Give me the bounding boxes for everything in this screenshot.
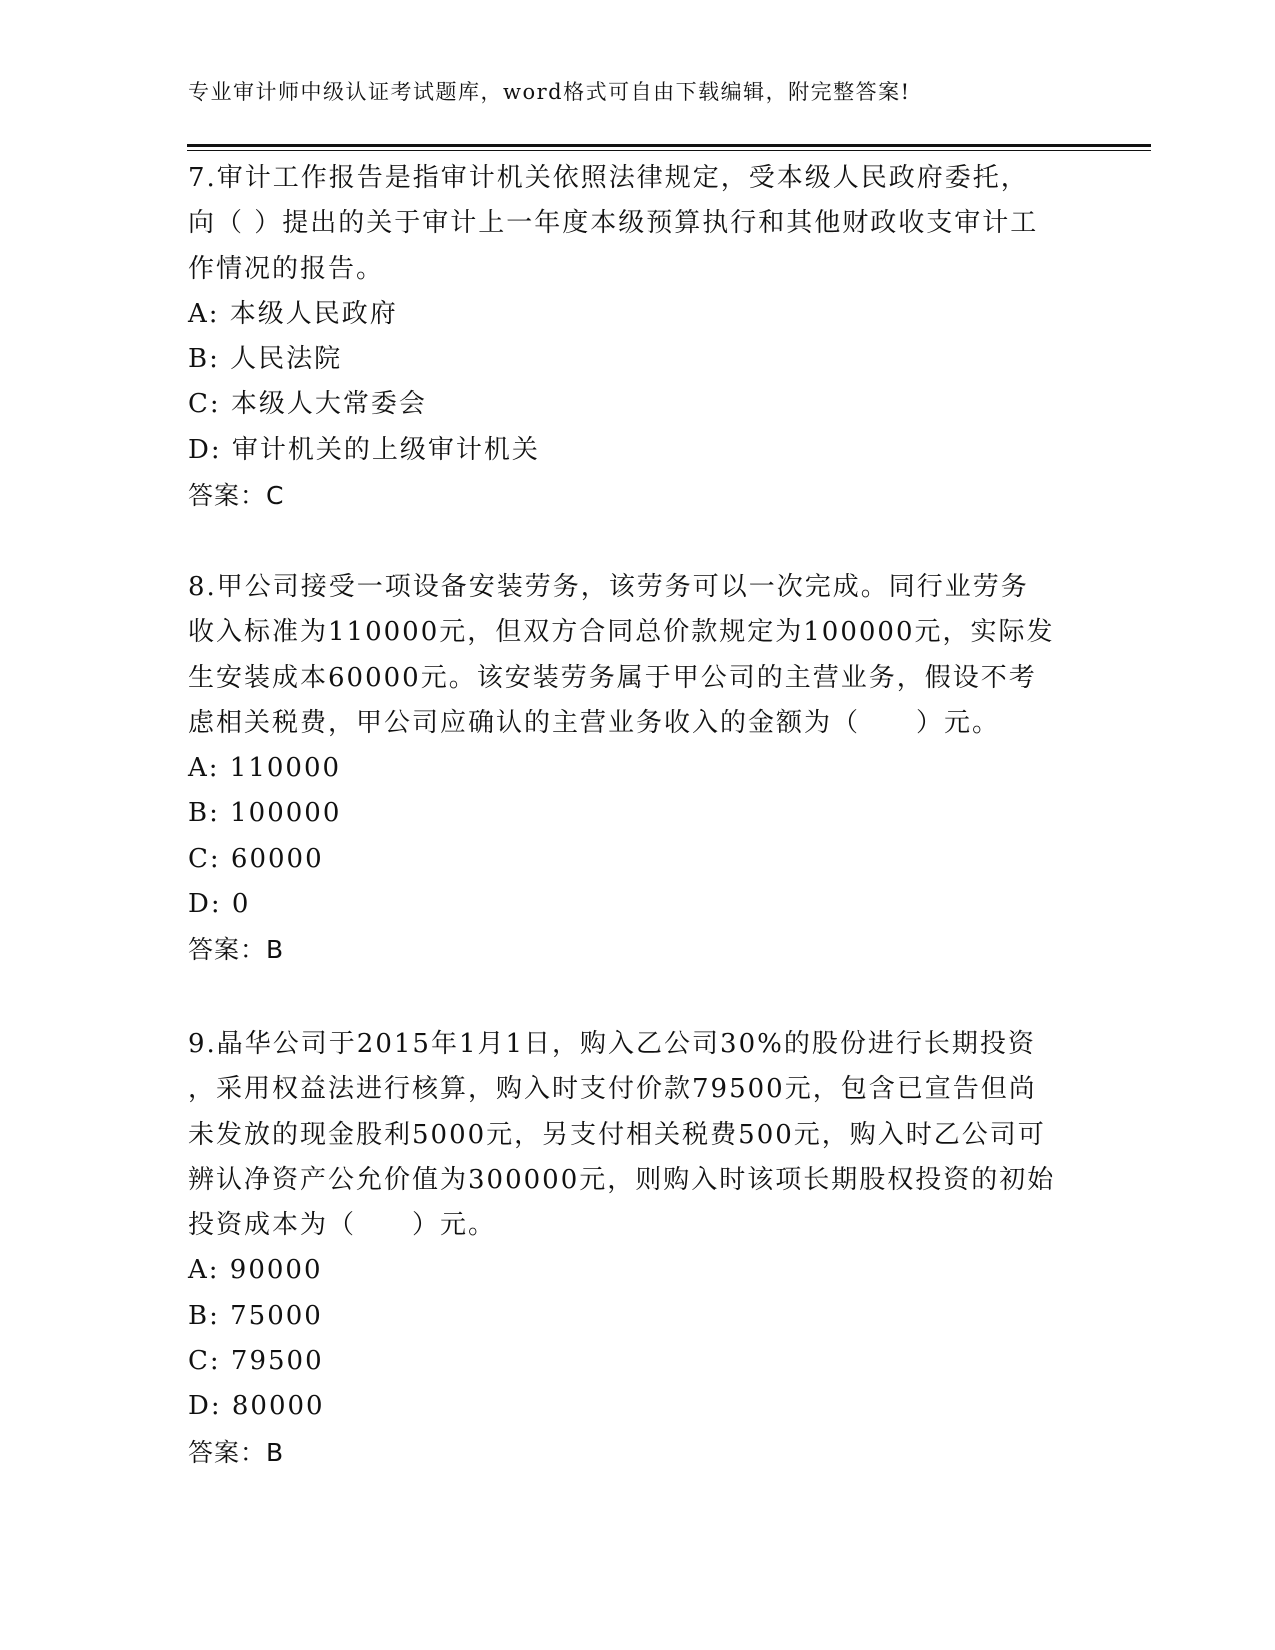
question-9-option-c: C: 79500 [188, 1346, 324, 1377]
question-8-option-d: D: 0 [188, 889, 251, 920]
question-9-line-3: 未发放的现金股利5000元，另支付相关税费500元，购入时乙公司可 [188, 1119, 1046, 1150]
question-8-line-1: 8.甲公司接受一项设备安装劳务，该劳务可以一次完成。同行业劳务 [188, 572, 1029, 602]
question-9-answer: 答案：B [188, 1437, 285, 1467]
question-7-answer: 答案：C [188, 481, 285, 511]
question-7-option-c: C: 本级人大常委会 [188, 389, 427, 420]
question-8-option-b: B: 100000 [188, 798, 342, 829]
question-8-option-c: C: 60000 [188, 843, 324, 874]
header-rule-thin [187, 150, 1151, 151]
question-7-line-1: 7.审计工作报告是指审计机关依照法律规定，受本级人民政府委托， [188, 163, 1029, 193]
question-8-line-2: 收入标准为110000元，但双方合同总价款规定为100000元，实际发 [188, 617, 1055, 648]
question-7-option-b: B: 人民法院 [188, 344, 343, 375]
question-9-option-a: A: 90000 [188, 1255, 323, 1286]
question-8 [188, 565, 1088, 973]
question-7-line-2: 向（ ）提出的关于审计上一年度本级预算执行和其他财政收支审计工 [188, 208, 1039, 239]
question-8-line-3: 生安装成本60000元。该安装劳务属于甲公司的主营业务，假设不考 [188, 662, 1037, 693]
question-9-line-2: ，采用权益法进行核算，购入时支付价款79500元，包含已宣告但尚 [188, 1074, 1037, 1105]
question-7-option-a: A: 本级人民政府 [188, 298, 398, 329]
page-header-text: 专业审计师中级认证考试题库，word格式可自由下载编辑，附完整答案! [188, 80, 911, 104]
question-9-line-1: 9.晶华公司于2015年1月1日，购入乙公司30%的股份进行长期投资 [188, 1029, 1036, 1059]
question-7-option-d: D: 审计机关的上级审计机关 [188, 434, 540, 465]
question-9-option-b: B: 75000 [188, 1300, 323, 1331]
question-7-line-3: 作情况的报告。 [188, 253, 385, 284]
question-8-answer: 答案：B [188, 935, 285, 965]
question-9 [188, 1022, 1088, 1475]
question-8-option-a: A: 110000 [188, 753, 342, 784]
question-9-line-5: 投资成本为（ ）元。 [188, 1210, 497, 1241]
question-8-line-4: 虑相关税费，甲公司应确认的主营业务收入的金额为（ ）元。 [188, 707, 1001, 738]
question-9-option-d: D: 80000 [188, 1391, 325, 1422]
header-rule-thick [187, 144, 1151, 147]
question-7 [188, 156, 1088, 518]
question-9-line-4: 辨认净资产公允价值为300000元，则购入时该项长期股权投资的初始 [188, 1164, 1056, 1195]
